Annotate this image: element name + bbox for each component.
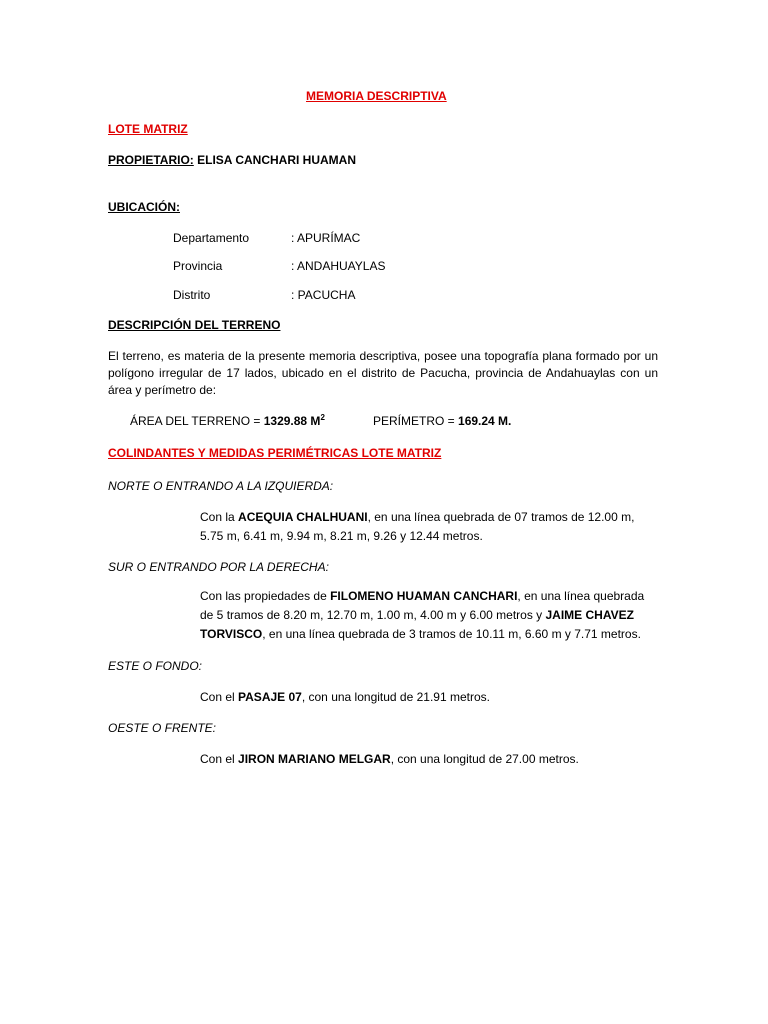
area-label: ÁREA DEL TERRENO = [130,414,264,428]
ubicacion-value-provincia: : ANDAHUAYLAS [291,259,386,273]
ubicacion-value-distrito: : PACUCHA [291,288,356,302]
area-value: 1329.88 M [263,414,321,428]
ubicacion-label-distrito: Distrito [173,288,211,302]
este-text-2: , con una longitud de 21.91 metros. [301,690,490,704]
lote-matriz-heading: LOTE MATRIZ [108,122,188,136]
sur-text-1: Con las propiedades de [200,589,331,603]
descripcion-heading: DESCRIPCIÓN DEL TERRENO [108,318,281,332]
ubicacion-heading: UBICACIÓN: [108,200,180,214]
sur-heading: SUR O ENTRANDO POR LA DERECHA: [108,560,329,574]
este-text [200,688,490,706]
este-text-1: Con el [200,690,239,704]
sur-text [200,587,660,644]
document-title: MEMORIA DESCRIPTIVA [306,89,447,103]
ubicacion-label-departamento: Departamento [173,231,250,245]
oeste-text-2: , con una longitud de 27.00 metros. [390,752,579,766]
este-heading: ESTE O FONDO: [108,659,203,673]
oeste-text [200,750,579,768]
descripcion-text: El terreno, es materia de la presente memoria descriptiva, posee una topografía plana formado por un polígono irregular de 17 lados, ubicado en el distrito de Pacucha, provincia de Andahuaylas con un área y perímetro de: [108,349,658,397]
sur-bold-1: FILOMENO HUAMAN CANCHARI [330,589,518,603]
norte-text-1: Con la [200,510,239,524]
norte-heading: NORTE O ENTRANDO A LA IZQUIERDA: [108,479,334,493]
oeste-bold-1: JIRON MARIANO MELGAR [238,752,391,766]
propietario-line [108,151,356,169]
ubicacion-value-departamento: : APURÍMAC [291,231,361,245]
area-sup: 2 [320,413,325,422]
sur-text-2: , en una línea quebrada de 5 tramos de 8.20 m, 12.70 m, 1.00 m, 4.00 m y 6.00 metros y [200,589,645,622]
norte-text-2: , en una línea quebrada de 07 tramos de 12.00 m, 5.75 m, 6.41 m, 9.94 m, 8.21 m, 9.26 y 12.44 metros. [200,510,635,543]
colindantes-heading: COLINDANTES Y MEDIDAS PERIMÉTRICAS LOTE MATRIZ [108,446,442,460]
oeste-heading: OESTE O FRENTE: [108,721,217,735]
norte-text [200,508,660,546]
norte-bold-1: ACEQUIA CHALHUANI [238,510,368,524]
propietario-label: PROPIETARIO: [108,153,194,167]
perimetro-value: 169.24 M. [458,414,512,428]
este-bold-1: PASAJE 07 [238,690,302,704]
perimetro-line [373,412,511,430]
sur-text-3: , en una línea quebrada de 3 tramos de 10.11 m, 6.60 m y 7.71 metros. [262,627,641,641]
oeste-text-1: Con el [200,752,239,766]
area-line [130,412,325,430]
perimetro-label: PERÍMETRO = [373,414,459,428]
propietario-value: ELISA CANCHARI HUAMAN [193,153,356,167]
sur-bold-2: JAIME CHAVEZ TORVISCO [200,608,634,641]
ubicacion-label-provincia: Provincia [173,259,223,273]
